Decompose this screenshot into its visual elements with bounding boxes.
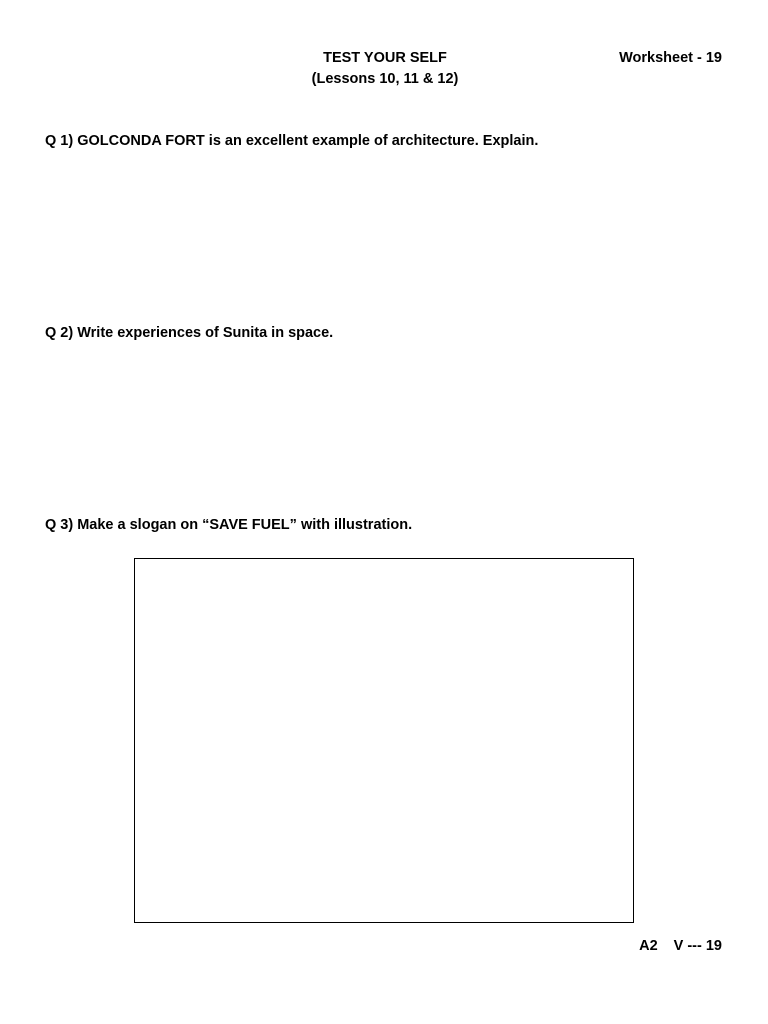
footer-section: A2 <box>639 938 658 954</box>
worksheet-subtitle: (Lessons 10, 11 & 12) <box>311 71 459 87</box>
question-3: Q 3) Make a slogan on “SAVE FUEL” with illustration. <box>45 517 413 533</box>
question-1: Q 1) GOLCONDA FORT is an excellent example of architecture. Explain. <box>45 133 539 149</box>
worksheet-number: Worksheet - 19 <box>619 50 722 66</box>
page-footer-code <box>639 937 722 955</box>
footer-version: V --- 19 <box>673 938 722 954</box>
illustration-answer-box <box>134 558 634 923</box>
question-2: Q 2) Write experiences of Sunita in space. <box>45 325 334 341</box>
worksheet-title: TEST YOUR SELF <box>323 50 447 66</box>
